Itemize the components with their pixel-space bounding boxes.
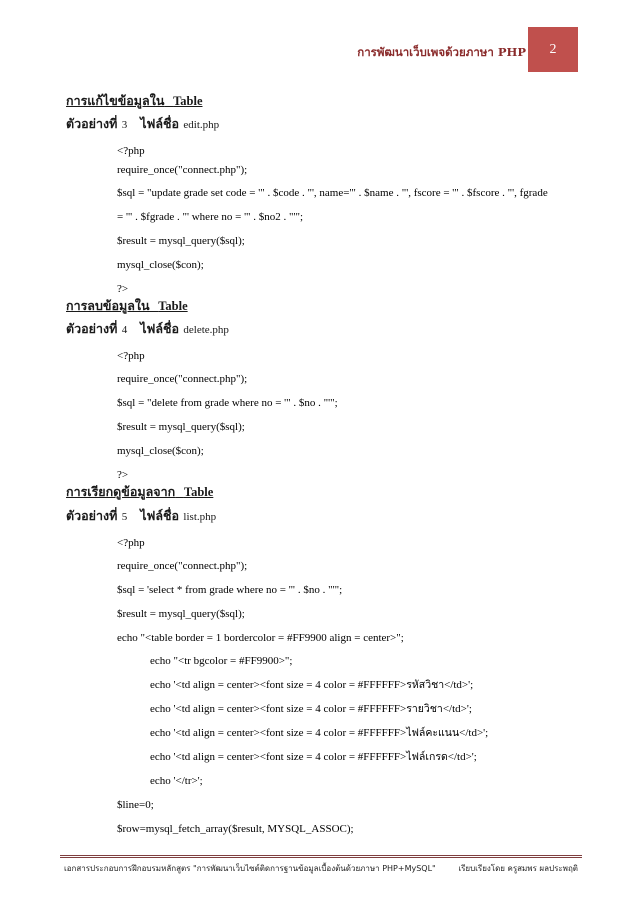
file-name: edit.php (183, 119, 220, 131)
code-line: <?php (117, 350, 145, 362)
code-line-indented (150, 654, 292, 668)
section-heading-delete (66, 299, 188, 313)
code-thai-text: ไฟล์คะแนน (406, 727, 460, 739)
heading-table: Table (183, 485, 214, 499)
code-line: require_once("connect.php"); (117, 560, 248, 572)
code-line: <?php (117, 145, 145, 157)
code-text: echo '</tr>'; (150, 775, 203, 787)
file-name: delete.php (183, 324, 229, 336)
code-text: echo '<td align = center><font size = 4 color = #FFFFFF> (150, 679, 407, 691)
heading-text: การลบข้อมูลใน (66, 298, 150, 313)
code-line-indented (150, 774, 203, 788)
code-line: ?> (117, 469, 129, 481)
footer-left-text: เอกสารประกอบการฝึกอบรมหลักสูตร "การพัฒนาเว็บไซต์ติดการฐานข้อมูลเบื้องต้นด้วยภาษา PHP+MySQL" (64, 864, 436, 873)
example-number: 5 (121, 511, 128, 523)
code-line: $result = mysql_query($sql); (117, 421, 245, 433)
code-line-indented (150, 678, 473, 692)
code-thai-text: ไฟล์เกรด (406, 751, 448, 763)
heading-table: Table (173, 94, 203, 108)
code-text: echo '<td align = center><font size = 4 color = #FFFFFF> (150, 751, 407, 763)
heading-text: การแก้ไขข้อมูลใน (66, 93, 165, 108)
page-number-badge: 2 (528, 27, 578, 72)
code-line-indented (150, 702, 472, 716)
section-heading-list (66, 485, 213, 499)
code-tail: </td>'; (442, 703, 472, 715)
section-heading-edit (66, 94, 203, 108)
example-number: 3 (121, 119, 128, 131)
heading-text: การเรียกดูข้อมูลจาก (66, 484, 176, 499)
file-label: ไฟล์ชื่อ (140, 321, 180, 336)
code-tail: </td>'; (459, 727, 489, 739)
file-name: list.php (183, 511, 217, 523)
code-line: mysql_close($con); (117, 445, 204, 457)
code-thai-text: รหัสวิชา (406, 679, 445, 691)
code-line: ?> (117, 283, 129, 295)
code-line: mysql_close($con); (117, 259, 204, 271)
header-title: การพัฒนาเว็บเพจด้วยภาษา PHP (357, 45, 526, 59)
code-line: $sql = 'select * from grade where no = '" . $no . "'"; (117, 584, 343, 596)
file-label: ไฟล์ชื่อ (140, 508, 180, 523)
code-tail: </td>'; (444, 679, 474, 691)
heading-table: Table (158, 299, 188, 313)
code-line: require_once("connect.php"); (117, 373, 248, 385)
code-line: $line=0; (117, 799, 154, 811)
code-line: $result = mysql_query($sql); (117, 608, 245, 620)
code-text: echo '<td align = center><font size = 4 color = #FFFFFF> (150, 727, 407, 739)
file-label: ไฟล์ชื่อ (140, 116, 180, 131)
example-number: 4 (121, 324, 128, 336)
example-label-delete (66, 322, 229, 337)
code-tail: </td>'; (447, 751, 477, 763)
example-text: ตัวอย่างที่ (66, 116, 118, 131)
footer-author: เรียบเรียงโดย ครูสมพร ผลประพฤติ (458, 864, 578, 873)
code-line: <?php (117, 537, 145, 549)
footer-divider (60, 855, 582, 858)
code-line: = '" . $fgrade . "' where no = '" . $no2 . "'"; (117, 211, 304, 223)
code-line: echo "<table border = 1 bordercolor = #FF9900 align = center>"; (117, 632, 404, 644)
code-line-indented (150, 750, 477, 764)
code-line: $result = mysql_query($sql); (117, 235, 245, 247)
example-label-edit (66, 117, 219, 132)
code-line: $sql = "update grade set code = '" . $code . "', name='" . $name . "', fscore = '" . $fscore . "', fgrade (117, 187, 548, 199)
code-thai-text: รายวิชา (406, 703, 443, 715)
code-text: echo '<td align = center><font size = 4 color = #FFFFFF> (150, 703, 407, 715)
code-line: $sql = "delete from grade where no = '" . $no . "'"; (117, 397, 338, 409)
example-text: ตัวอย่างที่ (66, 321, 118, 336)
example-label-list (66, 509, 216, 524)
code-line: $row=mysql_fetch_array($result, MYSQL_ASSOC); (117, 823, 354, 835)
example-text: ตัวอย่างที่ (66, 508, 118, 523)
code-text: echo "<tr bgcolor = #FF9900>"; (150, 655, 293, 667)
code-line: require_once("connect.php"); (117, 164, 248, 176)
code-line-indented (150, 726, 488, 740)
